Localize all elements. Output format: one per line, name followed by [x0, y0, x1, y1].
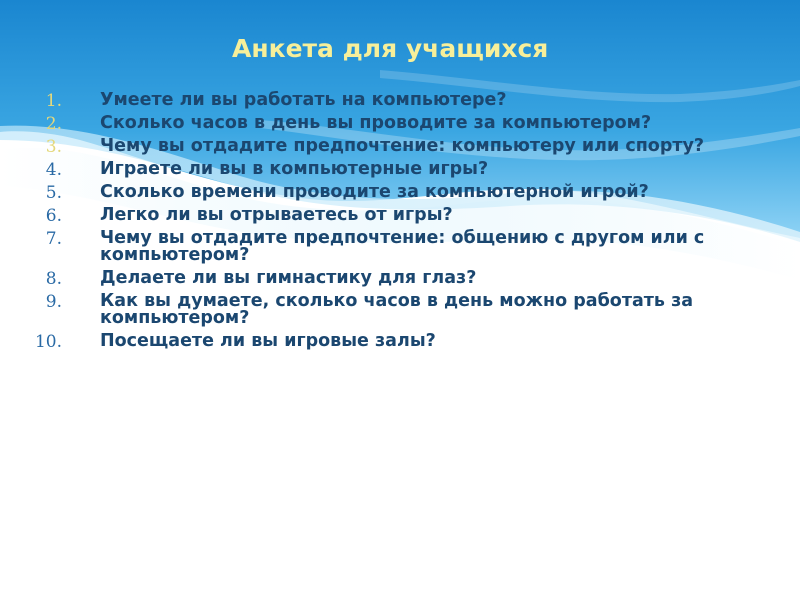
question-text: Сколько времени проводите за компьютерной игрой? [100, 182, 649, 202]
question-text: Чему вы отдадите предпочтение: компьютеру или спорту? [100, 136, 705, 156]
question-text: Посещаете ли вы игровые залы? [100, 331, 436, 351]
item-number: 10. [34, 332, 62, 352]
list-item [0, 333, 790, 350]
question-text: Легко ли вы отрываетесь от игры? [100, 205, 453, 225]
list-item [0, 138, 790, 155]
list-item [0, 207, 790, 224]
item-number: 9. [45, 292, 62, 312]
question-list [0, 92, 790, 356]
list-item [0, 270, 790, 287]
item-number: 1. [45, 91, 62, 111]
item-number: 3. [45, 137, 62, 157]
item-number: 8. [45, 269, 62, 289]
list-item [0, 230, 790, 264]
question-text: Сколько часов в день вы проводите за компьютером? [100, 113, 652, 133]
question-text: Чему вы отдадите предпочтение: общению с другом или с компьютером? [100, 228, 705, 265]
list-item [0, 92, 790, 109]
item-number: 6. [45, 206, 62, 226]
item-number: 5. [45, 183, 62, 203]
list-item [0, 184, 790, 201]
item-number: 7. [45, 229, 62, 249]
item-number: 2. [45, 114, 62, 134]
question-text: Играете ли вы в компьютерные игры? [100, 159, 489, 179]
question-text: Умеете ли вы работать на компьютере? [100, 90, 507, 110]
list-item [0, 293, 790, 327]
page-title: Анкета для учащихся [232, 34, 549, 63]
question-text: Делаете ли вы гимнастику для глаз? [100, 268, 477, 288]
item-number: 4. [45, 160, 62, 180]
list-item [0, 115, 790, 132]
list-item [0, 161, 790, 178]
question-text: Как вы думаете, сколько часов в день можно работать за компьютером? [100, 291, 694, 328]
